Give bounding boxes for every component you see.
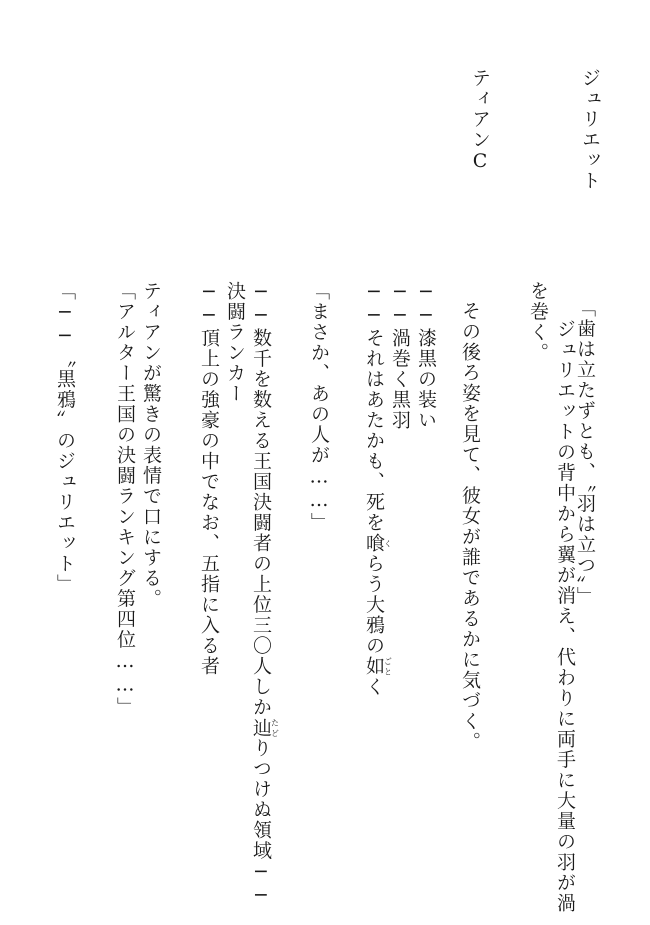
text-line: ジュリエットの背中から翼が消え、代わりに両手に大量の羽が渦 (554, 319, 576, 914)
furigana: たど (270, 717, 280, 738)
text-line: 「アルター王国の決闘ランキング第四位……」 (114, 281, 136, 718)
text-line: ティアンが驚きの表情で口にする。 (140, 281, 162, 609)
ruby-text: 喰く (363, 533, 393, 554)
text-line: ジュリエット (579, 68, 601, 191)
text-line: 「まさか、あの人が……」 (308, 281, 330, 533)
text-segment: く (363, 676, 385, 697)
furigana: ごと (383, 656, 393, 677)
text-line: を巻く。 (527, 281, 549, 363)
text-line: その後ろ姿を見て、彼女が誰であるかに気づく。 (459, 301, 481, 752)
text-line: ──頂上の強豪の中でなお、五指に入る者 (198, 281, 220, 677)
furigana: く (383, 533, 393, 554)
text-line: 「歯は立たずとも、〝羽は立つ〟」 (574, 298, 596, 607)
text-line: 決闘ランカー (224, 281, 246, 404)
text-line: 「──〝黒鴉〟のジュリエット」 (54, 281, 76, 595)
text-line: ──渦巻く黒羽 (389, 281, 411, 431)
text-line (249, 281, 279, 908)
text-segment: らう大鴉の (363, 553, 385, 656)
text-line: ティアンC (469, 68, 491, 174)
ruby-text: 如ごと (363, 656, 393, 677)
text-segment: ──それはあたかも、死を (363, 281, 385, 533)
text-segment: ──数千を数える王国決闘者の上位三〇人しか (250, 281, 272, 718)
text-line (362, 281, 392, 697)
ruby-text: 辿たど (250, 717, 280, 738)
text-segment: りつけぬ領域── (250, 738, 272, 908)
text-line: ──漆黒の装い (415, 281, 437, 431)
